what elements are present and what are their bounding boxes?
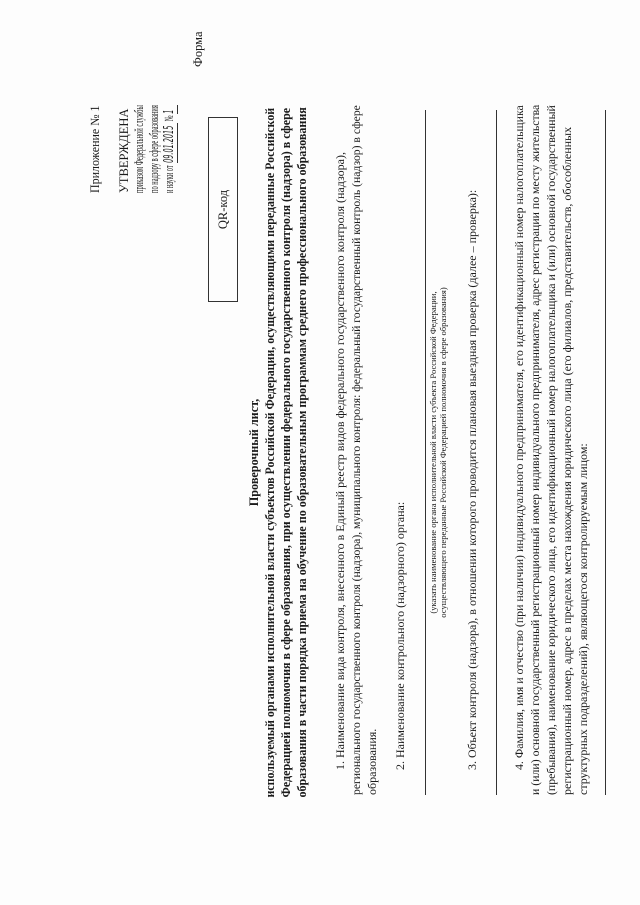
item-4-line-4: регистрационный номер, адрес в пределах места нахождения юридического лица (его филиалов, представительств, обособленных (560, 126, 574, 795)
handwritten-order-date: 09.01.2015 (162, 123, 178, 163)
item-4-fill-line (605, 110, 606, 795)
order-date-prefix: и науки от (162, 165, 176, 193)
order-line-3 (162, 105, 178, 193)
title-line-2: используемый органами исполнительной власти субъектов Российской Федерации, осуществляющими переданные Российской (263, 107, 277, 798)
item-3-label: 3. Объект контроля (надзора), в отношении которого проводится плановая выездная проверка (далее – проверка): (465, 189, 479, 770)
item-1-line-1: 1. Наименование вида контроля, внесенного в Единый реестр видов федерального государственного контроля (надзора), (333, 151, 347, 770)
order-line-1: приказом Федеральной службы (132, 105, 146, 193)
appendix-label: Приложение № 1 (88, 105, 102, 193)
item-2-fill-line (425, 110, 426, 795)
item-4-line-5: структурных подразделений), являющегося контролируемым лицом: (576, 443, 590, 795)
item-4-line-3: (пребывания), наименование юридического лица, его идентификационный номер налогоплательщика и (или) основной государственный (544, 105, 558, 795)
title-line-3: Федерацией полномочия в сфере образования, при осуществлении федерального государственного контроля (надзора) в сфере (279, 107, 293, 798)
item-2-hint-line-1: (указать наименование органа исполнительной власти субъекта Российской Федерации, (428, 291, 438, 614)
item-4-line-2: и (или) основной государственный регистрационный номер индивидуального предпринимателя, адрес регистрации по месту жительства (528, 104, 542, 795)
item-4-line-1: 4. Фамилия, имя и отчество (при наличии) индивидуального предпринимателя, его идентификационный номер налогоплательщика (512, 105, 526, 770)
item-1-line-2: регионального государственного контроля (надзора), муниципального контроля: федеральный государственный контроль (надзор) в сфере (349, 105, 363, 795)
qr-code-placeholder: QR-код (208, 117, 238, 302)
title-line-1: Проверочный лист, (247, 398, 261, 507)
item-2-label: 2. Наименование контрольного (надзорного) органа: (393, 501, 407, 770)
item-2-hint-line-2: осуществляющего переданные Российской Федерацией полномочия в сфере образования) (438, 287, 448, 618)
order-line-2: по надзору в сфере образования (147, 105, 161, 193)
handwritten-order-number: 1 (162, 105, 178, 114)
approved-label: УТВЕРЖДЕНА (117, 108, 131, 193)
number-sign: № (162, 115, 176, 122)
item-3-fill-line (496, 110, 497, 795)
title-line-4: образования в части порядка приема на обучение по образовательным программам среднего профессионального образования (295, 107, 309, 798)
form-label: Форма (191, 31, 205, 67)
item-1-line-3: образования. (365, 728, 379, 795)
